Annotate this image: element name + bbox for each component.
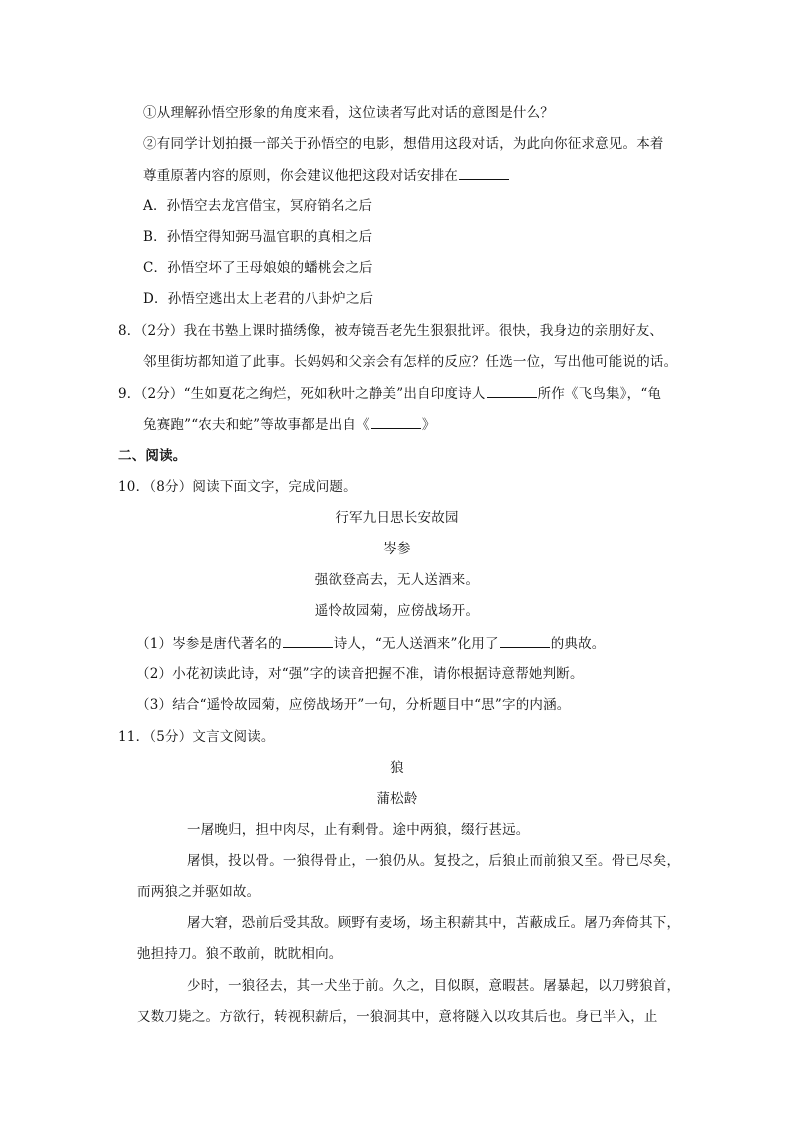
q7-option-d: D．孙悟空逃出太上老君的八卦炉之后 xyxy=(143,291,374,307)
q7-option-b: B．孙悟空得知弼马温官职的真相之后 xyxy=(143,229,373,245)
para2-line1: 屠惧，投以骨。一狼得骨止，一狼仍从。复投之，后狼止而前狼又至。骨已尽矣， xyxy=(187,853,681,869)
para4-line1: 少时，一狼径去，其一犬坐于前。久之，目似瞑，意暇甚。屠暴起，以刀劈狼首， xyxy=(187,978,681,994)
answer-blank xyxy=(459,165,509,180)
q9-line1 xyxy=(118,383,661,404)
q10-sub2: （2）小花初读此诗，对“强”字的读音把握不准，请你根据诗意帮她判断。 xyxy=(136,666,584,682)
answer-blank xyxy=(500,633,550,648)
q9-text-d: 》 xyxy=(421,417,436,433)
answer-blank xyxy=(487,383,537,398)
q7-sub2-text: 尊重原著内容的原则，你会建议他把这段对话安排在 xyxy=(143,168,459,184)
q7-option-c: C．孙悟空坏了王母娘娘的蟠桃会之后 xyxy=(143,260,373,276)
poem-line2: 遥怜故园菊，应傍战场开。 xyxy=(314,603,480,619)
q8-line2: 邻里街坊都知道了此事。长妈妈和父亲会有怎样的反应？任选一位，写出他可能说的话。 xyxy=(143,354,678,370)
q7-option-a: A．孙悟空去龙宫借宝，冥府销名之后 xyxy=(143,198,373,214)
q9-text-c: 兔赛跑”“农夫和蛇”等故事都是出自《 xyxy=(143,417,370,433)
para3-line1: 屠大窘，恐前后受其敌。顾野有麦场，场主积薪其中，苫蔽成丘。屠乃奔倚其下， xyxy=(187,915,681,931)
para3-line2: 弛担持刀。狼不敢前，眈眈相向。 xyxy=(137,946,343,962)
para4-line2: 又数刀毙之。方欲行，转视积薪后，一狼洞其中，意将隧入以攻其后也。身已半入，止 xyxy=(137,1009,658,1025)
q7-sub2-line2 xyxy=(143,165,510,186)
q7-sub2-line1: ②有同学计划拍摄一部关于孙悟空的电影，想借用这段对话，为此向你征求意见。本着 xyxy=(143,136,664,152)
q7-sub1: ①从理解孙悟空形象的角度来看，这位读者写此对话的意图是什么？ xyxy=(143,105,554,121)
q9-line2 xyxy=(143,414,436,435)
para2-line2: 而两狼之并驱如故。 xyxy=(137,884,261,900)
q10-sub3: （3）结合“遥怜故园菊，应傍战场开”一句，分析题目中“思”字的内涵。 xyxy=(136,697,571,713)
poem-author: 岑参 xyxy=(383,541,411,557)
poem-line1: 强欲登高去，无人送酒来。 xyxy=(314,572,480,588)
q10-sub1 xyxy=(136,633,606,654)
q10-heading: 10．（8分）阅读下面文字，完成问题。 xyxy=(118,479,357,495)
text-title: 狼 xyxy=(390,760,404,776)
q9-text-b: 所作《飞鸟集》，“龟 xyxy=(537,386,662,402)
q10-sub1-text-b: 诗人，“无人送酒来”化用了 xyxy=(333,636,499,652)
q11-heading: 11．（5分）文言文阅读。 xyxy=(118,729,275,745)
para1: 一屠晚归，担中肉尽，止有剩骨。途中两狼，缀行甚远。 xyxy=(187,822,530,838)
section-heading-reading: 二、阅读。 xyxy=(118,448,187,464)
q9-text-a: 9．（2分）“生如夏花之绚烂，死如秋叶之静美”出自印度诗人 xyxy=(118,386,486,402)
answer-blank xyxy=(283,633,333,648)
answer-blank xyxy=(371,414,421,429)
poem-title: 行军九日思长安故园 xyxy=(335,510,459,526)
q10-sub1-text-c: 的典故。 xyxy=(550,636,606,652)
q10-sub1-text-a: （1）岑参是唐代著名的 xyxy=(136,636,282,652)
q8-line1: 8．（2分）我在书塾上课时描绣像，被寿镜吾老先生狠狠批评。很快，我身边的亲朋好友、 xyxy=(118,323,664,339)
text-author: 蒲松龄 xyxy=(376,791,418,807)
